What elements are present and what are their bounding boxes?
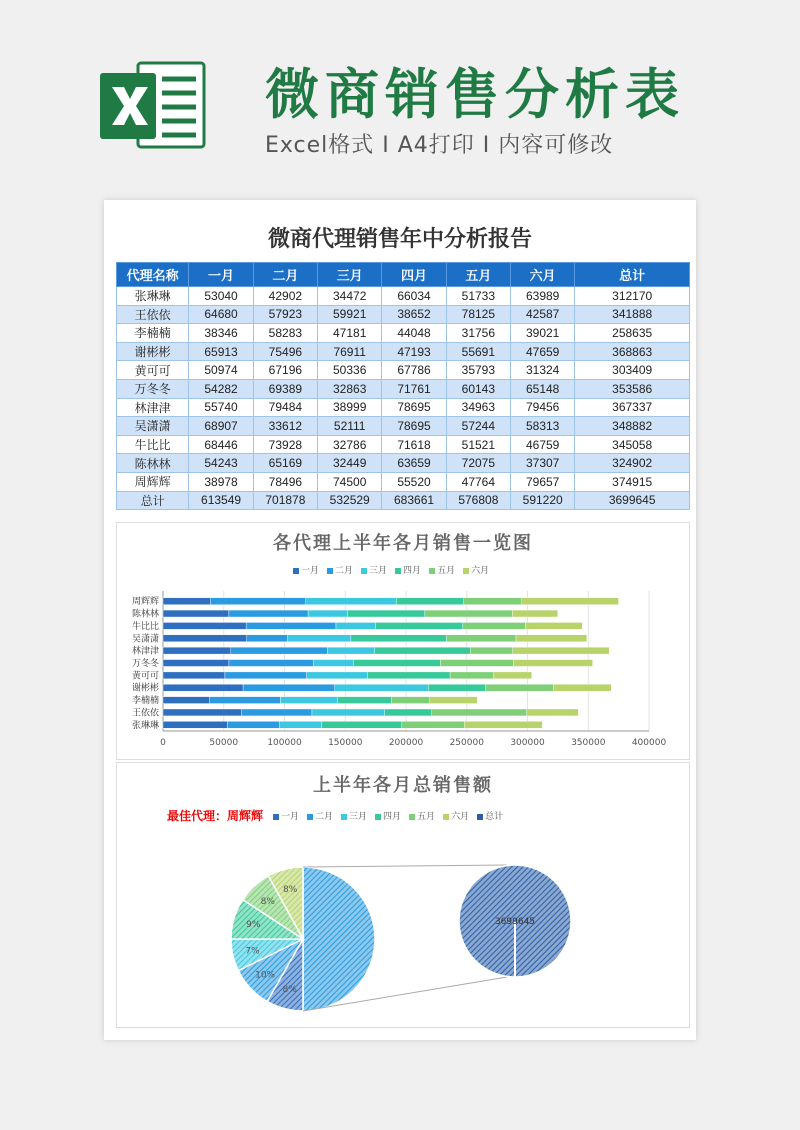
excel-logo-icon [100, 55, 210, 155]
table-cell: 66034 [382, 287, 446, 306]
table-cell: 74500 [318, 472, 382, 491]
bar-segment [242, 709, 312, 716]
table-cell: 38346 [189, 324, 253, 343]
pie-data-label: 8% [282, 985, 297, 996]
x-tick-label: 350000 [571, 738, 606, 748]
table-cell: 368863 [575, 342, 690, 361]
table-cell: 353586 [575, 379, 690, 398]
pie-data-label: 8% [260, 896, 275, 907]
table-cell: 31756 [446, 324, 510, 343]
x-tick-label: 150000 [328, 738, 363, 748]
table-cell: 303409 [575, 361, 690, 380]
total-row [117, 491, 690, 510]
bar-segment [516, 635, 587, 642]
table-cell: 55691 [446, 342, 510, 361]
table-cell: 79484 [253, 398, 317, 417]
bar-segment [280, 697, 337, 704]
bar-segment [446, 635, 516, 642]
table-cell: 55740 [189, 398, 253, 417]
bar-segment [450, 672, 493, 679]
table-cell: 50974 [189, 361, 253, 380]
table-cell: 78496 [253, 472, 317, 491]
pie-data-label: 9% [246, 920, 261, 931]
table-cell: 73928 [253, 435, 317, 454]
bar-segment [463, 622, 526, 629]
x-tick-label: 400000 [631, 738, 667, 748]
table-cell: 31324 [511, 361, 575, 380]
pie-data-label: 8% [282, 884, 298, 895]
bar-segment [288, 635, 351, 642]
y-category-label: 谢彬彬 [131, 683, 159, 694]
bar-segment [163, 635, 247, 642]
bar-segment [512, 610, 557, 617]
table-row [117, 287, 690, 306]
bar-segment [396, 598, 463, 605]
table-row [117, 454, 690, 473]
sales-table [116, 262, 690, 510]
legend-label: 五月 [437, 566, 456, 576]
bar-segment [368, 672, 450, 679]
bar-segment [163, 684, 243, 691]
bar-segment [486, 684, 554, 691]
bar-segment [163, 721, 227, 728]
column-header: 六月 [511, 263, 575, 287]
legend-label: 五月 [417, 812, 436, 822]
x-tick-label: 50000 [209, 738, 239, 748]
table-cell: 38978 [189, 472, 253, 491]
bar-segment [163, 709, 242, 716]
bar-segment [163, 660, 229, 667]
y-category-label: 周辉辉 [131, 597, 159, 608]
legend-label: 三月 [349, 812, 368, 822]
report-title: 微商代理销售年中分析报告 [267, 227, 532, 252]
legend-label: 二月 [335, 566, 354, 576]
bar-segment [210, 598, 305, 605]
bar-segment [229, 610, 308, 617]
bar-segment [229, 660, 313, 667]
bar-segment [243, 684, 335, 691]
table-cell: 348882 [575, 417, 690, 436]
bar-segment [464, 598, 522, 605]
spreadsheet-page [104, 200, 696, 1040]
table-cell: 35793 [446, 361, 510, 380]
bar-segment [385, 709, 432, 716]
table-cell: 38999 [318, 398, 382, 417]
legend-label: 一月 [281, 812, 300, 822]
table-cell: 谢彬彬 [117, 342, 189, 361]
table-row [117, 342, 690, 361]
bar-segment [351, 635, 447, 642]
bar-segment [163, 622, 246, 629]
best-agent-annotation: 最佳代理：周辉辉 [167, 809, 264, 823]
table-cell: 374915 [575, 472, 690, 491]
table-cell: 341888 [575, 305, 690, 324]
table-cell: 79456 [511, 398, 575, 417]
table-cell: 42587 [511, 305, 575, 324]
table-cell: 65148 [511, 379, 575, 398]
bar-segment [353, 660, 440, 667]
table-cell: 68446 [189, 435, 253, 454]
y-category-label: 王依依 [131, 708, 159, 719]
x-tick-label: 300000 [510, 738, 545, 748]
table-cell: 54282 [189, 379, 253, 398]
table-row [117, 324, 690, 343]
table-row [117, 379, 690, 398]
bar-segment [527, 709, 579, 716]
legend-label: 总计 [485, 812, 504, 822]
bar-segment [163, 610, 229, 617]
bar-segment [494, 672, 532, 679]
table-cell: 59921 [318, 305, 382, 324]
bar-segment [525, 622, 582, 629]
table-cell: 32863 [318, 379, 382, 398]
table-row [117, 305, 690, 324]
table-cell: 58313 [511, 417, 575, 436]
page-header [0, 0, 800, 190]
column-header: 五月 [446, 263, 510, 287]
table-row [117, 472, 690, 491]
table-cell: 54243 [189, 454, 253, 473]
bar-segment [308, 610, 347, 617]
table-cell: 总计 [117, 491, 189, 510]
table-cell: 64680 [189, 305, 253, 324]
table-row [117, 417, 690, 436]
table-cell: 46759 [511, 435, 575, 454]
y-category-label: 张琳琳 [131, 720, 159, 731]
bar-segment [313, 660, 353, 667]
bar-segment [163, 672, 225, 679]
table-cell: 345058 [575, 435, 690, 454]
table-cell: 52111 [318, 417, 382, 436]
table-cell: 55520 [382, 472, 446, 491]
bar-segment [402, 721, 465, 728]
page-title: 微商销售分析表 [265, 63, 685, 126]
bar-segment [210, 697, 281, 704]
table-cell: 57923 [253, 305, 317, 324]
x-tick-label: 200000 [388, 738, 424, 748]
column-header: 总计 [575, 263, 690, 287]
table-cell: 47181 [318, 324, 382, 343]
table-cell: 683661 [382, 491, 446, 510]
bar-segment [231, 647, 328, 654]
y-category-label: 李楠楠 [131, 696, 159, 707]
legend-label: 四月 [383, 812, 402, 822]
table-cell: 701878 [253, 491, 317, 510]
bar-segment [440, 660, 513, 667]
bar-segment [246, 622, 336, 629]
table-cell: 34472 [318, 287, 382, 306]
table-cell: 38652 [382, 305, 446, 324]
table-cell: 65913 [189, 342, 253, 361]
legend-label: 二月 [315, 812, 334, 822]
x-tick-label: 250000 [449, 738, 484, 748]
table-cell: 33612 [253, 417, 317, 436]
table-row [117, 361, 690, 380]
bar-segment [376, 622, 463, 629]
table-cell: 32786 [318, 435, 382, 454]
table-cell: 王依依 [117, 305, 189, 324]
table-cell: 324902 [575, 454, 690, 473]
table-cell: 3699645 [575, 491, 690, 510]
bar-segment [432, 709, 527, 716]
pie-data-label: 3699645 [494, 917, 536, 927]
bar-segment [307, 672, 368, 679]
bar-segment [513, 660, 592, 667]
table-cell: 牛比比 [117, 435, 189, 454]
y-category-label: 陈林林 [131, 609, 159, 620]
bar-segment [553, 684, 611, 691]
bar-segment [163, 647, 231, 654]
column-header: 四月 [382, 263, 446, 287]
y-category-label: 万冬冬 [131, 659, 159, 669]
bar-segment [247, 635, 288, 642]
table-cell: 58283 [253, 324, 317, 343]
chart-title: 各代理上半年各月销售一览图 [273, 533, 533, 554]
bar-chart-plot [117, 523, 691, 761]
table-cell: 周辉辉 [117, 472, 189, 491]
table-cell: 76911 [318, 342, 382, 361]
bar-segment [225, 672, 307, 679]
table-cell: 47659 [511, 342, 575, 361]
pie-data-label: 10% [255, 970, 276, 981]
table-cell: 47764 [446, 472, 510, 491]
table-cell: 63659 [382, 454, 446, 473]
bar-segment [513, 647, 610, 654]
table-cell: 51733 [446, 287, 510, 306]
bar-segment [336, 622, 376, 629]
bar-segment [428, 684, 485, 691]
legend-label: 六月 [471, 566, 490, 576]
table-cell: 65169 [253, 454, 317, 473]
table-cell: 60143 [446, 379, 510, 398]
bar-segment [280, 721, 322, 728]
table-cell: 陈林林 [117, 454, 189, 473]
x-tick-label: 100000 [267, 738, 302, 748]
table-cell: 黄可可 [117, 361, 189, 380]
table-cell: 李楠楠 [117, 324, 189, 343]
bar-segment [312, 709, 385, 716]
table-cell: 37307 [511, 454, 575, 473]
bar-segment [163, 697, 210, 704]
table-cell: 47193 [382, 342, 446, 361]
pie-chart-plot [117, 763, 691, 1029]
stacked-bar-chart [116, 522, 690, 760]
legend-label: 四月 [403, 566, 422, 576]
bar-segment [335, 684, 428, 691]
table-row [117, 398, 690, 417]
bar-segment [430, 697, 477, 704]
x-tick-label: 0 [160, 738, 166, 748]
table-cell: 32449 [318, 454, 382, 473]
table-cell: 69389 [253, 379, 317, 398]
bar-segment [375, 647, 471, 654]
connector-line [303, 865, 507, 867]
table-header-row [117, 263, 690, 287]
legend-label: 六月 [451, 812, 470, 822]
column-header: 三月 [318, 263, 382, 287]
table-cell: 591220 [511, 491, 575, 510]
y-category-label: 林津津 [131, 646, 159, 657]
table-cell: 78695 [382, 417, 446, 436]
table-cell: 39021 [511, 324, 575, 343]
table-cell: 44048 [382, 324, 446, 343]
table-cell: 50336 [318, 361, 382, 380]
legend-label: 三月 [369, 566, 388, 576]
bar-segment [470, 647, 512, 654]
table-cell: 78695 [382, 398, 446, 417]
table-cell: 张琳琳 [117, 287, 189, 306]
table-cell: 42902 [253, 287, 317, 306]
table-cell: 57244 [446, 417, 510, 436]
table-row [117, 435, 690, 454]
table-cell: 吴潇潇 [117, 417, 189, 436]
bar-segment [321, 721, 401, 728]
table-cell: 林津津 [117, 398, 189, 417]
bar-segment [391, 697, 430, 704]
pie-of-pie-chart [116, 762, 690, 1028]
bar-segment [465, 721, 543, 728]
column-header: 代理名称 [117, 263, 189, 287]
column-header: 一月 [189, 263, 253, 287]
bar-segment [338, 697, 392, 704]
bar-segment [163, 598, 210, 605]
table-cell: 67786 [382, 361, 446, 380]
table-cell: 51521 [446, 435, 510, 454]
table-cell: 613549 [189, 491, 253, 510]
bar-segment [227, 721, 279, 728]
table-cell: 312170 [575, 287, 690, 306]
table-cell: 367337 [575, 398, 690, 417]
page-subtitle: Excel格式 I A4打印 I 内容可修改 [265, 133, 614, 158]
bar-segment [522, 598, 619, 605]
table-cell: 68907 [189, 417, 253, 436]
pie-data-label: 7% [245, 946, 260, 957]
bar-segment [306, 598, 397, 605]
y-category-label: 吴潇潇 [131, 634, 159, 645]
y-category-label: 黄可可 [131, 671, 159, 682]
column-header: 二月 [253, 263, 317, 287]
table-cell: 72075 [446, 454, 510, 473]
table-cell: 71761 [382, 379, 446, 398]
bar-segment [425, 610, 513, 617]
bar-segment [348, 610, 425, 617]
table-cell: 576808 [446, 491, 510, 510]
table-cell: 34963 [446, 398, 510, 417]
table-cell: 78125 [446, 305, 510, 324]
table-cell: 258635 [575, 324, 690, 343]
bar-segment [327, 647, 374, 654]
table-cell: 79657 [511, 472, 575, 491]
chart-title: 上半年各月总销售额 [313, 775, 493, 796]
table-cell: 67196 [253, 361, 317, 380]
table-cell: 532529 [318, 491, 382, 510]
pie-slice [303, 867, 375, 1011]
table-cell: 63989 [511, 287, 575, 306]
table-cell: 71618 [382, 435, 446, 454]
legend-label: 一月 [301, 566, 320, 576]
table-cell: 75496 [253, 342, 317, 361]
y-category-label: 牛比比 [131, 621, 159, 632]
table-cell: 53040 [189, 287, 253, 306]
table-cell: 万冬冬 [117, 379, 189, 398]
